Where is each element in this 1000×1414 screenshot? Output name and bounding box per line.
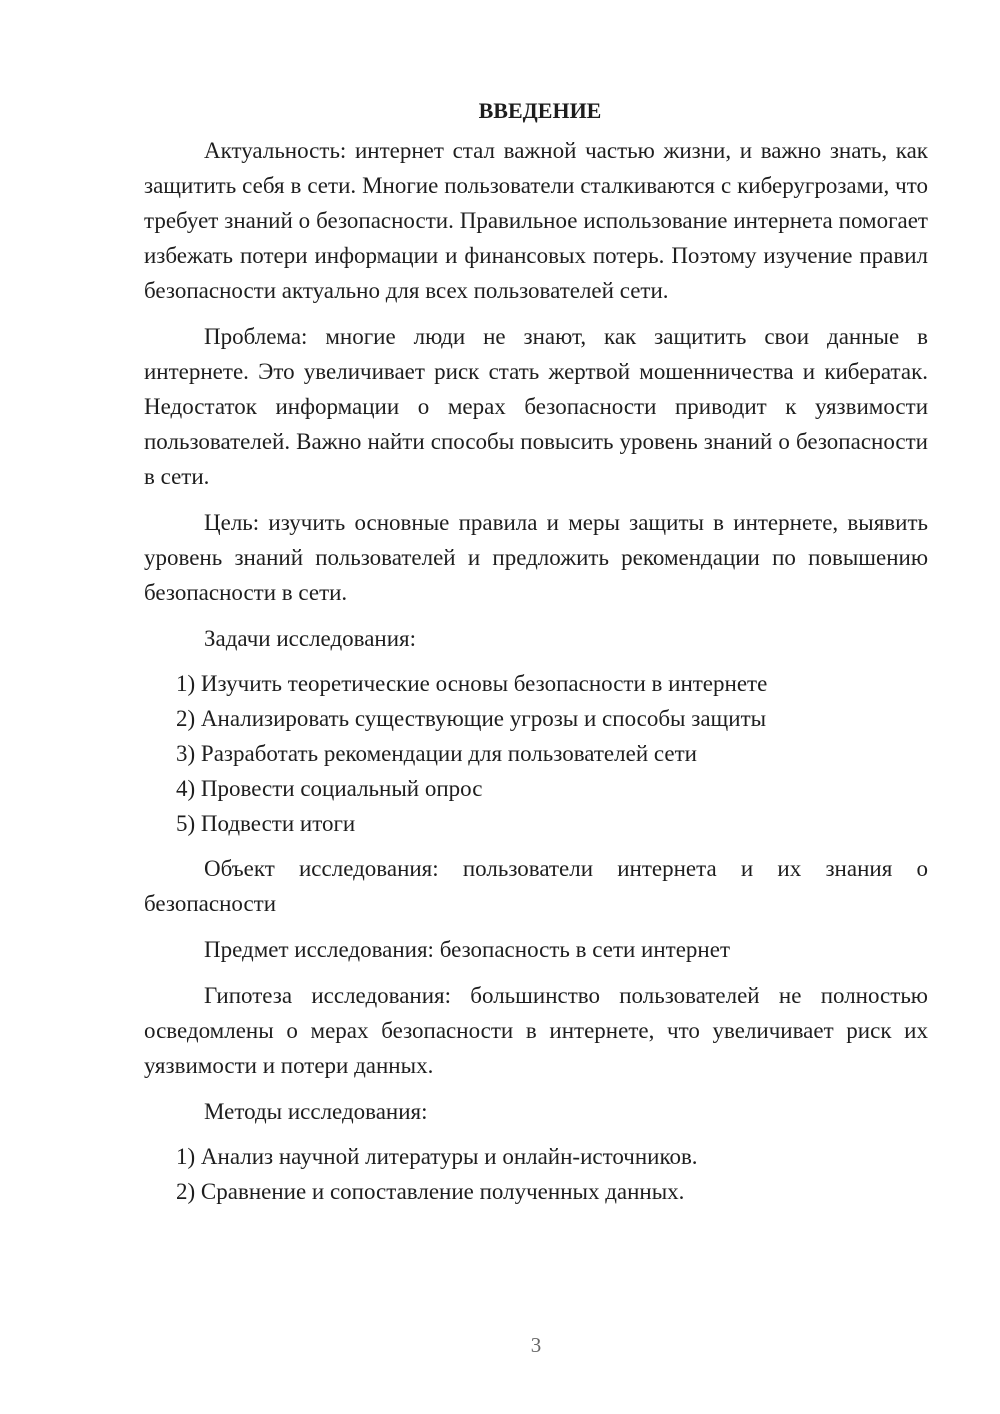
tasks-list bbox=[144, 666, 928, 841]
hypothesis-paragraph: Гипотеза исследования: большинство пользователей не полностью осведомлены о мерах безопасности в интернете, что увеличивает риск их уязвимости и потери данных. bbox=[144, 983, 928, 1078]
methods-heading: Методы исследования: bbox=[204, 1099, 428, 1124]
methods-list bbox=[144, 1139, 928, 1209]
relevance-paragraph: Актуальность: интернет стал важной частью жизни, и важно знать, как защитить себя в сети. Многие пользователи сталкиваются с киберугрозами, что требует знаний о безопасности. Правильное использование интернета помогает избежать потери информации и финансовых потерь. Поэтому изучение правил безопасности актуально для всех пользователей сети. bbox=[144, 138, 928, 303]
list-item: 3) Разработать рекомендации для пользователей сети bbox=[176, 741, 697, 766]
tasks-heading: Задачи исследования: bbox=[204, 626, 417, 651]
page-content bbox=[144, 96, 928, 1209]
problem-paragraph: Проблема: многие люди не знают, как защитить свои данные в интернете. Это увеличивает риск стать жертвой мошенничества и кибератак. Недостаток информации о мерах безопасности приводит к уязвимости пользователей. Важно найти способы повысить уровень знаний о безопасности в сети. bbox=[144, 324, 928, 489]
list-item: 2) Сравнение и сопоставление полученных данных. bbox=[176, 1179, 685, 1204]
list-item: 4) Провести социальный опрос bbox=[176, 776, 483, 801]
section-title: ВВЕДЕНИЕ bbox=[478, 98, 602, 123]
list-item: 1) Изучить теоретические основы безопасности в интернете bbox=[176, 671, 768, 696]
list-item: 5) Подвести итоги bbox=[176, 811, 356, 836]
page-number: 3 bbox=[530, 1333, 542, 1357]
object-paragraph: Объект исследования: пользователи интернета и их знания о безопасности bbox=[144, 856, 928, 916]
list-item: 1) Анализ научной литературы и онлайн-источников. bbox=[176, 1144, 698, 1169]
subject-paragraph: Предмет исследования: безопасность в сети интернет bbox=[204, 937, 731, 962]
list-item: 2) Анализировать существующие угрозы и способы защиты bbox=[176, 706, 767, 731]
goal-paragraph: Цель: изучить основные правила и меры защиты в интернете, выявить уровень знаний пользователей и предложить рекомендации по повышению безопасности в сети. bbox=[144, 510, 928, 605]
